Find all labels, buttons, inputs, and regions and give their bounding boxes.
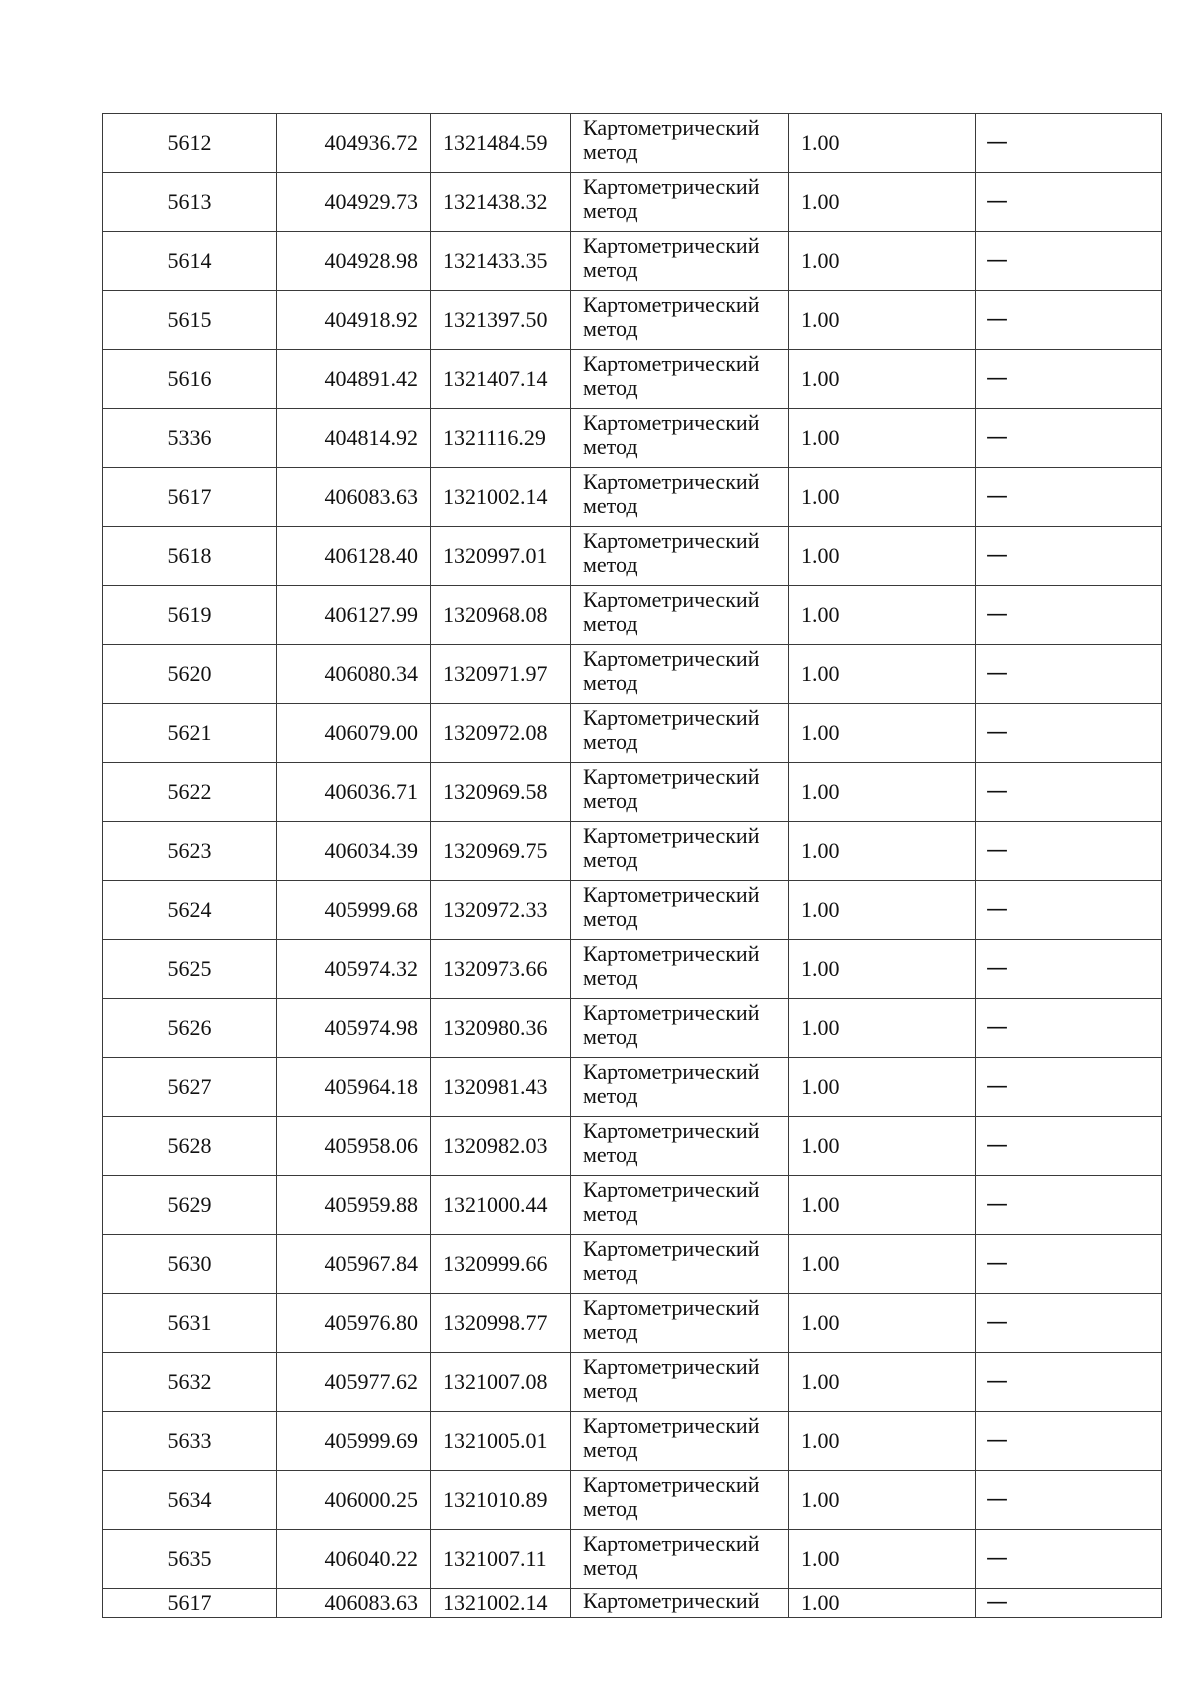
description-cell: — — [976, 881, 1162, 940]
point-number-cell: 5617 — [103, 1589, 277, 1618]
method-line-2: метод — [583, 1555, 638, 1580]
method-line-1: Картометрический — [583, 292, 760, 317]
description-cell: — — [976, 350, 1162, 409]
point-number-cell: 5621 — [103, 704, 277, 763]
x-coordinate-cell: 406128.40 — [277, 527, 431, 586]
table-row — [103, 409, 1162, 468]
method-line-2: метод — [583, 1142, 638, 1167]
method-line-1: Картометрический — [583, 823, 760, 848]
table-row — [103, 1353, 1162, 1412]
x-coordinate-cell: 406083.63 — [277, 468, 431, 527]
y-coordinate-cell: 1320968.08 — [431, 586, 571, 645]
precision-cell: 1.00 — [789, 1294, 976, 1353]
point-number-cell: 5616 — [103, 350, 277, 409]
table-row — [103, 1589, 1162, 1618]
point-number-cell: 5634 — [103, 1471, 277, 1530]
method-cell — [571, 763, 789, 822]
table-row — [103, 173, 1162, 232]
y-coordinate-cell: 1321002.14 — [431, 1589, 571, 1618]
method-line-2: метод — [583, 1083, 638, 1108]
method-cell — [571, 1058, 789, 1117]
description-cell: — — [976, 940, 1162, 999]
method-line-2: метод — [583, 1378, 638, 1403]
method-cell — [571, 173, 789, 232]
table-row — [103, 1471, 1162, 1530]
x-coordinate-cell: 405977.62 — [277, 1353, 431, 1412]
precision-cell: 1.00 — [789, 1235, 976, 1294]
x-coordinate-cell: 405964.18 — [277, 1058, 431, 1117]
y-coordinate-cell: 1320971.97 — [431, 645, 571, 704]
y-coordinate-cell: 1321116.29 — [431, 409, 571, 468]
method-line-2: метод — [583, 1496, 638, 1521]
method-line-2: метод — [583, 139, 638, 164]
point-number-cell: 5629 — [103, 1176, 277, 1235]
point-number-cell: 5620 — [103, 645, 277, 704]
point-number-cell: 5618 — [103, 527, 277, 586]
y-coordinate-cell: 1321438.32 — [431, 173, 571, 232]
y-coordinate-cell: 1321002.14 — [431, 468, 571, 527]
method-cell — [571, 409, 789, 468]
method-cell — [571, 586, 789, 645]
table-row — [103, 1235, 1162, 1294]
x-coordinate-cell: 404918.92 — [277, 291, 431, 350]
x-coordinate-cell: 406036.71 — [277, 763, 431, 822]
method-cell — [571, 704, 789, 763]
precision-cell: 1.00 — [789, 291, 976, 350]
point-number-cell: 5619 — [103, 586, 277, 645]
method-line-1: Картометрический — [583, 1354, 760, 1379]
table-row — [103, 1058, 1162, 1117]
x-coordinate-cell: 405999.69 — [277, 1412, 431, 1471]
y-coordinate-cell: 1320982.03 — [431, 1117, 571, 1176]
point-number-cell: 5614 — [103, 232, 277, 291]
method-line-2: метод — [583, 729, 638, 754]
method-line-1: Картометрический — [583, 764, 760, 789]
table-row — [103, 999, 1162, 1058]
method-line-1: Картометрический — [583, 587, 760, 612]
method-cell — [571, 881, 789, 940]
method-cell — [571, 114, 789, 173]
precision-cell: 1.00 — [789, 1589, 976, 1618]
method-cell — [571, 645, 789, 704]
table-row — [103, 645, 1162, 704]
description-cell: — — [976, 527, 1162, 586]
point-number-cell: 5632 — [103, 1353, 277, 1412]
method-cell — [571, 468, 789, 527]
point-number-cell: 5623 — [103, 822, 277, 881]
point-number-cell: 5613 — [103, 173, 277, 232]
method-line-2: метод — [583, 965, 638, 990]
method-cell — [571, 1471, 789, 1530]
y-coordinate-cell: 1321407.14 — [431, 350, 571, 409]
description-cell: — — [976, 1235, 1162, 1294]
y-coordinate-cell: 1321397.50 — [431, 291, 571, 350]
method-line-2: метод — [583, 611, 638, 636]
method-cell — [571, 291, 789, 350]
y-coordinate-cell: 1321484.59 — [431, 114, 571, 173]
method-line-1: Картометрический — [583, 646, 760, 671]
precision-cell: 1.00 — [789, 527, 976, 586]
description-cell: — — [976, 1117, 1162, 1176]
precision-cell: 1.00 — [789, 940, 976, 999]
precision-cell: 1.00 — [789, 1353, 976, 1412]
method-line-1: Картометрический — [583, 1118, 760, 1143]
method-cell — [571, 1176, 789, 1235]
y-coordinate-cell: 1320998.77 — [431, 1294, 571, 1353]
point-number-cell: 5631 — [103, 1294, 277, 1353]
method-line-1: Картометрический — [583, 941, 760, 966]
table-row — [103, 232, 1162, 291]
precision-cell: 1.00 — [789, 1176, 976, 1235]
method-line-2: метод — [583, 316, 638, 341]
description-cell: — — [976, 409, 1162, 468]
precision-cell: 1.00 — [789, 1117, 976, 1176]
x-coordinate-cell: 406127.99 — [277, 586, 431, 645]
precision-cell: 1.00 — [789, 645, 976, 704]
method-line-1: Картометрический — [583, 1413, 760, 1438]
y-coordinate-cell: 1320969.75 — [431, 822, 571, 881]
precision-cell: 1.00 — [789, 114, 976, 173]
y-coordinate-cell: 1321433.35 — [431, 232, 571, 291]
x-coordinate-cell: 404928.98 — [277, 232, 431, 291]
precision-cell: 1.00 — [789, 763, 976, 822]
y-coordinate-cell: 1320972.33 — [431, 881, 571, 940]
method-cell — [571, 1117, 789, 1176]
precision-cell: 1.00 — [789, 232, 976, 291]
table-row — [103, 586, 1162, 645]
precision-cell: 1.00 — [789, 350, 976, 409]
table-row — [103, 1412, 1162, 1471]
table-row — [103, 940, 1162, 999]
method-line-1: Картометрический — [583, 469, 760, 494]
method-line-1: Картометрический — [583, 1472, 760, 1497]
description-cell: — — [976, 1412, 1162, 1471]
method-cell — [571, 527, 789, 586]
x-coordinate-cell: 405976.80 — [277, 1294, 431, 1353]
coordinates-table — [102, 113, 1162, 1618]
description-cell: — — [976, 173, 1162, 232]
description-cell: — — [976, 232, 1162, 291]
x-coordinate-cell: 404929.73 — [277, 173, 431, 232]
description-cell: — — [976, 114, 1162, 173]
y-coordinate-cell: 1320981.43 — [431, 1058, 571, 1117]
method-line-2: метод — [583, 434, 638, 459]
y-coordinate-cell: 1320999.66 — [431, 1235, 571, 1294]
x-coordinate-cell: 404814.92 — [277, 409, 431, 468]
point-number-cell: 5615 — [103, 291, 277, 350]
description-cell: — — [976, 999, 1162, 1058]
x-coordinate-cell: 405999.68 — [277, 881, 431, 940]
method-cell — [571, 999, 789, 1058]
method-line-1: Картометрический — [583, 410, 760, 435]
x-coordinate-cell: 405958.06 — [277, 1117, 431, 1176]
method-cell — [571, 1589, 789, 1618]
point-number-cell: 5622 — [103, 763, 277, 822]
method-line-2: метод — [583, 906, 638, 931]
table-row — [103, 1294, 1162, 1353]
table-row — [103, 114, 1162, 173]
table-row — [103, 763, 1162, 822]
method-cell — [571, 1530, 789, 1589]
precision-cell: 1.00 — [789, 586, 976, 645]
method-line-1: Картометрический — [583, 705, 760, 730]
method-line-1: Картометрический — [583, 115, 760, 140]
method-cell — [571, 822, 789, 881]
method-line-2: метод — [583, 670, 638, 695]
description-cell: — — [976, 645, 1162, 704]
method-line-1: Картометрический — [583, 351, 760, 376]
method-cell — [571, 1353, 789, 1412]
point-number-cell: 5628 — [103, 1117, 277, 1176]
y-coordinate-cell: 1321005.01 — [431, 1412, 571, 1471]
description-cell: — — [976, 1176, 1162, 1235]
x-coordinate-cell: 406079.00 — [277, 704, 431, 763]
y-coordinate-cell: 1321000.44 — [431, 1176, 571, 1235]
description-cell: — — [976, 1353, 1162, 1412]
precision-cell: 1.00 — [789, 999, 976, 1058]
method-cell — [571, 1412, 789, 1471]
method-line-2: метод — [583, 788, 638, 813]
method-line-2: метод — [583, 493, 638, 518]
method-line-1: Картометрический — [583, 1295, 760, 1320]
table-row — [103, 291, 1162, 350]
precision-cell: 1.00 — [789, 468, 976, 527]
precision-cell: 1.00 — [789, 881, 976, 940]
description-cell: — — [976, 291, 1162, 350]
x-coordinate-cell: 406000.25 — [277, 1471, 431, 1530]
method-line-1: Картометрический — [583, 1177, 760, 1202]
point-number-cell: 5612 — [103, 114, 277, 173]
method-line-1: Картометрический — [583, 882, 760, 907]
x-coordinate-cell: 406083.63 — [277, 1589, 431, 1618]
y-coordinate-cell: 1320980.36 — [431, 999, 571, 1058]
point-number-cell: 5626 — [103, 999, 277, 1058]
table-row — [103, 1117, 1162, 1176]
x-coordinate-cell: 406040.22 — [277, 1530, 431, 1589]
description-cell: — — [976, 1058, 1162, 1117]
table-row — [103, 704, 1162, 763]
x-coordinate-cell: 404891.42 — [277, 350, 431, 409]
method-line-2: метод — [583, 375, 638, 400]
y-coordinate-cell: 1321010.89 — [431, 1471, 571, 1530]
y-coordinate-cell: 1321007.11 — [431, 1530, 571, 1589]
method-line-2: метод — [583, 1260, 638, 1285]
description-cell: — — [976, 704, 1162, 763]
y-coordinate-cell: 1321007.08 — [431, 1353, 571, 1412]
method-line-2: метод — [583, 1201, 638, 1226]
method-cell — [571, 350, 789, 409]
method-line-1: Картометрический — [583, 174, 760, 199]
point-number-cell: 5624 — [103, 881, 277, 940]
precision-cell: 1.00 — [789, 1058, 976, 1117]
table-row — [103, 1176, 1162, 1235]
description-cell: — — [976, 1471, 1162, 1530]
point-number-cell: 5635 — [103, 1530, 277, 1589]
method-cell — [571, 940, 789, 999]
x-coordinate-cell: 406034.39 — [277, 822, 431, 881]
description-cell: — — [976, 1530, 1162, 1589]
x-coordinate-cell: 405974.32 — [277, 940, 431, 999]
y-coordinate-cell: 1320969.58 — [431, 763, 571, 822]
point-number-cell: 5336 — [103, 409, 277, 468]
table-row — [103, 527, 1162, 586]
y-coordinate-cell: 1320973.66 — [431, 940, 571, 999]
x-coordinate-cell: 405967.84 — [277, 1235, 431, 1294]
point-number-cell: 5630 — [103, 1235, 277, 1294]
description-cell: — — [976, 763, 1162, 822]
y-coordinate-cell: 1320972.08 — [431, 704, 571, 763]
precision-cell: 1.00 — [789, 409, 976, 468]
x-coordinate-cell: 405974.98 — [277, 999, 431, 1058]
description-cell: — — [976, 468, 1162, 527]
table-row — [103, 881, 1162, 940]
precision-cell: 1.00 — [789, 704, 976, 763]
precision-cell: 1.00 — [789, 1530, 976, 1589]
table-row — [103, 822, 1162, 881]
method-line-1: Картометрический — [583, 528, 760, 553]
point-number-cell: 5633 — [103, 1412, 277, 1471]
x-coordinate-cell: 406080.34 — [277, 645, 431, 704]
method-line-2: метод — [583, 552, 638, 577]
precision-cell: 1.00 — [789, 173, 976, 232]
precision-cell: 1.00 — [789, 1412, 976, 1471]
y-coordinate-cell: 1320997.01 — [431, 527, 571, 586]
method-line-2: метод — [583, 1024, 638, 1049]
method-line-1: Картометрический — [583, 1531, 760, 1556]
method-line-1: Картометрический — [583, 1059, 760, 1084]
method-line-1: Картометрический — [583, 1000, 760, 1025]
point-number-cell: 5617 — [103, 468, 277, 527]
method-cell — [571, 232, 789, 291]
method-line-2: метод — [583, 1319, 638, 1344]
x-coordinate-cell: 404936.72 — [277, 114, 431, 173]
description-cell: — — [976, 822, 1162, 881]
description-cell: — — [976, 1589, 1162, 1618]
method-cell — [571, 1294, 789, 1353]
coordinates-table-body — [103, 114, 1162, 1618]
description-cell: — — [976, 1294, 1162, 1353]
table-row — [103, 468, 1162, 527]
table-row — [103, 350, 1162, 409]
method-line-2: метод — [583, 257, 638, 282]
point-number-cell: 5625 — [103, 940, 277, 999]
point-number-cell: 5627 — [103, 1058, 277, 1117]
method-line-1: Картометрический — [583, 1588, 760, 1613]
table-row — [103, 1530, 1162, 1589]
precision-cell: 1.00 — [789, 1471, 976, 1530]
method-line-2: метод — [583, 847, 638, 872]
method-cell — [571, 1235, 789, 1294]
method-line-2: метод — [583, 198, 638, 223]
method-line-2: метод — [583, 1437, 638, 1462]
precision-cell: 1.00 — [789, 822, 976, 881]
method-line-1: Картометрический — [583, 233, 760, 258]
description-cell: — — [976, 586, 1162, 645]
x-coordinate-cell: 405959.88 — [277, 1176, 431, 1235]
method-line-1: Картометрический — [583, 1236, 760, 1261]
